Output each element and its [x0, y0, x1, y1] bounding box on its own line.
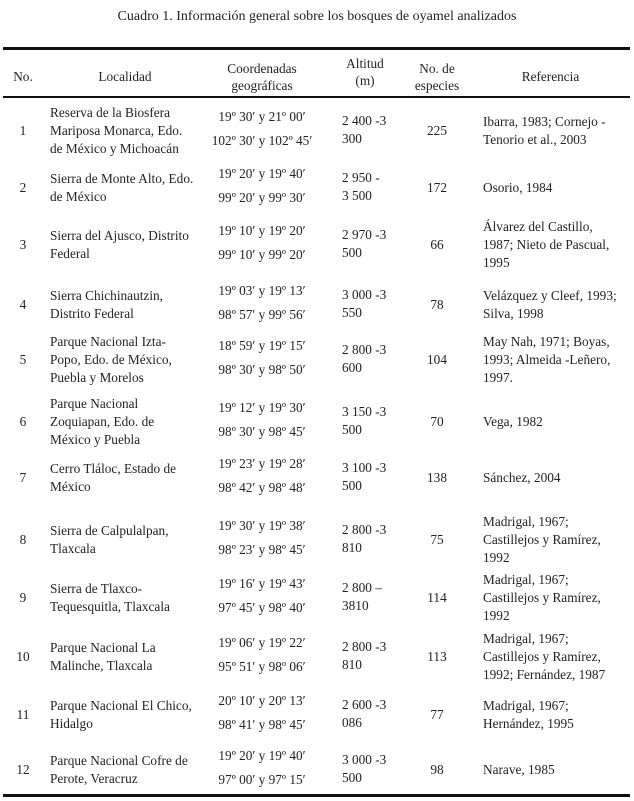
row-coordenadas	[200, 514, 324, 562]
row-coordenadas-line: 98º 57′ y 99º 56′	[218, 307, 306, 322]
row-number-line: 9	[19, 590, 27, 605]
row-coordenadas-line: 19º 30′ y 21º 00′	[218, 109, 306, 124]
header-referencia: Referencia	[521, 69, 580, 84]
row-localidad-line: Parque Nacional El Chico,	[50, 698, 192, 713]
row-coordenadas-line: 102º 30′ y 102º 45′	[211, 133, 313, 148]
row-number-line: 1	[19, 123, 27, 138]
row-referencia	[483, 218, 609, 272]
row-referencia-line: Velázquez y Cleef, 1993;	[483, 288, 617, 303]
row-altitud-line: 2 800 -3	[342, 342, 387, 357]
row-coordenadas-line: 19º 06′ y 19º 22′	[218, 635, 306, 650]
row-coordenadas	[200, 162, 324, 210]
row-referencia-line: Hernández, 1995	[483, 716, 574, 731]
row-referencia-line: Sánchez, 2004	[483, 470, 561, 485]
row-referencia	[483, 179, 552, 197]
row-altitud-line: 2 800 –	[342, 580, 382, 595]
row-localidad-line: Puebla y Morelos	[50, 370, 144, 385]
row-number	[8, 531, 38, 549]
row-localidad-line: Sierra de Monte Alto, Edo.	[50, 171, 194, 186]
row-especies	[405, 351, 469, 369]
row-especies-line: 104	[427, 352, 447, 367]
row-referencia-line: Silva, 1998	[483, 306, 544, 321]
row-altitud-line: 2 400 -3	[342, 113, 387, 128]
row-coordenadas-line: 97º 00′ y 97º 15′	[218, 772, 306, 787]
row-localidad	[50, 522, 169, 558]
row-coordenadas	[200, 219, 324, 267]
header-coordenadas-line2: geográficas	[231, 78, 293, 93]
row-altitud-line: 300	[342, 131, 362, 146]
row-number	[8, 706, 38, 724]
row-referencia	[483, 630, 605, 684]
row-especies	[405, 179, 469, 197]
row-especies	[405, 413, 469, 431]
row-number-line: 3	[19, 237, 27, 252]
row-localidad	[50, 460, 176, 496]
row-altitud	[342, 341, 386, 377]
row-referencia-line: 1992; Fernández, 1987	[483, 667, 606, 682]
row-coordenadas	[200, 396, 324, 444]
row-especies	[405, 122, 469, 140]
row-number-line: 10	[16, 649, 30, 664]
row-altitud	[342, 459, 386, 495]
row-coordenadas-line: 99º 20′ y 99º 30′	[218, 190, 306, 205]
row-coordenadas	[200, 452, 324, 500]
row-referencia-line: Castillejos y Ramírez,	[483, 590, 601, 605]
row-coordenadas-line: 19º 12′ y 19º 30′	[218, 400, 306, 415]
row-number	[8, 236, 38, 254]
row-especies-line: 172	[427, 180, 447, 195]
row-localidad-line: Zoquiapan, Edo. de	[50, 414, 155, 429]
row-altitud-line: 2 950 -	[342, 170, 380, 185]
row-localidad-line: Sierra Chichinautzin,	[50, 288, 163, 303]
header-altitud	[335, 55, 395, 89]
row-localidad	[50, 170, 193, 206]
row-referencia-line: 1995	[483, 255, 510, 270]
row-referencia	[483, 113, 606, 149]
row-coordenadas-line: 98º 30′ y 98º 50′	[218, 362, 306, 377]
row-localidad-line: Hidalgo	[50, 716, 93, 731]
row-coordenadas-line: 95º 51′ y 98º 06′	[218, 659, 306, 674]
row-localidad-line: Distrito Federal	[50, 306, 134, 321]
row-coordenadas	[200, 572, 324, 620]
row-localidad-line: Parque Nacional La	[50, 640, 156, 655]
row-coordenadas-line: 20º 10′ y 20º 13′	[218, 693, 306, 708]
row-especies-line: 98	[430, 762, 444, 777]
row-number	[8, 122, 38, 140]
header-especies-line1: No. de	[419, 61, 455, 76]
row-coordenadas-line: 19º 03′ y 19º 13′	[218, 283, 306, 298]
row-coordenadas-line: 19º 10′ y 19º 20′	[218, 223, 306, 238]
row-number-line: 2	[19, 180, 27, 195]
row-coordenadas-line: 97º 45′ y 98º 40′	[218, 600, 306, 615]
row-number	[8, 296, 38, 314]
row-localidad-line: Popo, Edo. de México,	[50, 352, 172, 367]
row-coordenadas-line: 98º 23′ y 98º 45′	[218, 542, 306, 557]
row-altitud-line: 500	[342, 245, 362, 260]
row-number-line: 6	[19, 414, 27, 429]
row-referencia	[483, 513, 601, 567]
header-coordenadas	[200, 60, 324, 94]
row-localidad	[50, 333, 172, 387]
row-referencia-line: Madrigal, 1967;	[483, 698, 569, 713]
row-altitud-line: 3 150 -3	[342, 404, 387, 419]
row-localidad	[50, 639, 156, 675]
row-coordenadas-line: 19º 16′ y 19º 43′	[218, 576, 306, 591]
row-localidad-line: Parque Nacional Cofre de	[50, 753, 188, 768]
row-especies	[405, 706, 469, 724]
row-especies-line: 114	[427, 590, 447, 605]
row-altitud-line: 3 000 -3	[342, 287, 387, 302]
row-referencia-line: 1992	[483, 550, 510, 565]
row-coordenadas-line: 98º 42′ y 98º 48′	[218, 480, 306, 495]
row-referencia	[483, 697, 574, 733]
top-rule	[3, 47, 630, 50]
row-localidad-line: México y Puebla	[50, 432, 141, 447]
row-coordenadas-line: 98º 41′ y 98º 45′	[218, 717, 306, 732]
row-localidad	[50, 395, 154, 449]
row-altitud-line: 2 970 -3	[342, 227, 387, 242]
row-especies	[405, 531, 469, 549]
row-altitud	[342, 286, 386, 322]
row-coordenadas	[200, 105, 324, 153]
header-no: No.	[13, 69, 33, 84]
row-localidad-line: Sierra del Ajusco, Distrito	[50, 228, 189, 243]
row-especies-line: 66	[430, 237, 444, 252]
row-number	[8, 179, 38, 197]
row-localidad	[50, 580, 170, 616]
row-coordenadas	[200, 279, 324, 327]
row-localidad-line: Federal	[50, 246, 90, 261]
row-altitud-line: 3 000 -3	[342, 752, 387, 767]
row-localidad-line: de México	[50, 189, 107, 204]
row-referencia	[483, 571, 601, 625]
row-referencia	[483, 333, 610, 387]
row-referencia-line: Castillejos y Ramírez,	[483, 532, 601, 547]
row-localidad	[50, 697, 192, 733]
row-altitud	[342, 112, 386, 148]
row-localidad	[50, 752, 188, 788]
row-number	[8, 351, 38, 369]
row-coordenadas-line: 18º 59′ y 19º 15′	[218, 338, 306, 353]
row-localidad-line: Sierra de Tlaxco-	[50, 581, 143, 596]
row-altitud-line: 810	[342, 540, 362, 555]
row-coordenadas-line: 19º 20′ y 19º 40′	[218, 748, 306, 763]
row-number-line: 12	[16, 762, 30, 777]
row-altitud	[342, 696, 386, 732]
row-coordenadas-line: 19º 20′ y 19º 40′	[218, 166, 306, 181]
header-rule	[3, 96, 630, 98]
header-coordenadas-line1: Coordenadas	[227, 61, 297, 76]
row-especies-line: 113	[427, 649, 447, 664]
row-localidad-line: Parque Nacional Izta-	[50, 334, 166, 349]
row-altitud-line: 3 500	[342, 188, 372, 203]
row-localidad-line: Perote, Veracruz	[50, 771, 138, 786]
row-localidad	[50, 287, 163, 323]
row-coordenadas	[200, 689, 324, 737]
row-especies-line: 75	[430, 532, 444, 547]
row-especies-line: 138	[427, 470, 447, 485]
row-number	[8, 469, 38, 487]
row-referencia-line: Tenorio et al., 2003	[483, 132, 587, 147]
row-localidad	[50, 227, 189, 263]
row-referencia	[483, 469, 561, 487]
row-referencia-line: 1997.	[483, 370, 513, 385]
bottom-rule	[3, 794, 630, 797]
row-localidad-line: de México y Michoacán	[50, 141, 179, 156]
row-especies-line: 70	[430, 414, 444, 429]
row-altitud-line: 3810	[342, 598, 369, 613]
row-altitud	[342, 638, 386, 674]
row-localidad-line: Malinche, Tlaxcala	[50, 658, 153, 673]
row-referencia-line: Vega, 1982	[483, 414, 543, 429]
row-especies-line: 225	[427, 123, 447, 138]
row-altitud-line: 2 800 -3	[342, 522, 387, 537]
row-referencia-line: Ibarra, 1983; Cornejo -	[483, 114, 606, 129]
row-number	[8, 648, 38, 666]
row-coordenadas-line: 19º 23′ y 19º 28′	[218, 456, 306, 471]
row-localidad-line: Cerro Tláloc, Estado de	[50, 461, 177, 476]
row-coordenadas-line: 19º 30′ y 19º 38′	[218, 518, 306, 533]
row-number	[8, 413, 38, 431]
header-altitud-line1: Altitud	[346, 56, 384, 71]
header-localidad: Localidad	[98, 69, 152, 84]
row-altitud-line: 500	[342, 770, 362, 785]
row-localidad	[50, 104, 182, 158]
row-referencia-line: Castillejos y Ramírez,	[483, 649, 601, 664]
row-especies-line: 78	[430, 297, 444, 312]
header-especies-line2: especies	[414, 78, 460, 93]
row-referencia-line: Álvarez del Castillo,	[483, 219, 593, 234]
row-altitud-line: 3 100 -3	[342, 460, 387, 475]
row-coordenadas-line: 99º 10′ y 99º 20′	[218, 247, 306, 262]
row-altitud	[342, 521, 386, 557]
row-altitud	[342, 751, 386, 787]
row-altitud-line: 086	[342, 715, 362, 730]
row-number-line: 11	[16, 707, 30, 722]
row-number	[8, 761, 38, 779]
row-altitud	[342, 169, 380, 205]
row-altitud-line: 500	[342, 422, 362, 437]
row-number-line: 7	[19, 470, 27, 485]
row-referencia-line: Madrigal, 1967;	[483, 572, 569, 587]
row-altitud	[342, 579, 382, 615]
row-referencia-line: 1993; Almeida -Leñero,	[483, 352, 611, 367]
row-coordenadas	[200, 334, 324, 382]
row-referencia-line: May Nah, 1971; Boyas,	[483, 334, 610, 349]
row-especies	[405, 236, 469, 254]
row-referencia-line: 1992	[483, 608, 510, 623]
row-localidad-line: Tequesquitla, Tlaxcala	[50, 599, 170, 614]
row-referencia	[483, 413, 543, 431]
header-altitud-line2: (m)	[355, 73, 375, 88]
row-especies-line: 77	[430, 707, 444, 722]
row-altitud-line: 500	[342, 478, 362, 493]
row-number	[8, 589, 38, 607]
row-especies	[405, 589, 469, 607]
row-especies	[405, 761, 469, 779]
table-caption: Cuadro 1. Información general sobre los bosques de oyamel analizados	[117, 9, 517, 24]
row-localidad-line: Reserva de la Biosfera	[50, 105, 170, 120]
row-localidad-line: Mariposa Monarca, Edo.	[50, 123, 183, 138]
row-coordenadas	[200, 631, 324, 679]
row-altitud	[342, 403, 386, 439]
row-localidad-line: Tlaxcala	[50, 541, 96, 556]
header-especies	[405, 60, 469, 94]
row-referencia-line: Narave, 1985	[483, 762, 555, 777]
row-referencia	[483, 761, 555, 779]
row-referencia-line: Madrigal, 1967;	[483, 514, 569, 529]
row-localidad-line: Sierra de Calpulalpan,	[50, 523, 169, 538]
row-localidad-line: México	[50, 479, 91, 494]
row-referencia-line: Osorio, 1984	[483, 180, 553, 195]
row-referencia-line: 1987; Nieto de Pascual,	[483, 237, 610, 252]
row-altitud-line: 2 800 -3	[342, 639, 387, 654]
row-number-line: 5	[19, 352, 27, 367]
row-altitud	[342, 226, 386, 262]
row-altitud-line: 600	[342, 360, 362, 375]
row-localidad-line: Parque Nacional	[50, 396, 139, 411]
row-coordenadas-line: 98º 30′ y 98º 45′	[218, 424, 306, 439]
row-referencia-line: Madrigal, 1967;	[483, 631, 569, 646]
row-especies	[405, 296, 469, 314]
row-especies	[405, 469, 469, 487]
row-referencia	[483, 287, 617, 323]
row-coordenadas	[200, 744, 324, 792]
row-number-line: 8	[19, 532, 27, 547]
row-especies	[405, 648, 469, 666]
row-altitud-line: 2 600 -3	[342, 697, 387, 712]
row-altitud-line: 810	[342, 657, 362, 672]
row-number-line: 4	[19, 297, 27, 312]
row-altitud-line: 550	[342, 305, 362, 320]
